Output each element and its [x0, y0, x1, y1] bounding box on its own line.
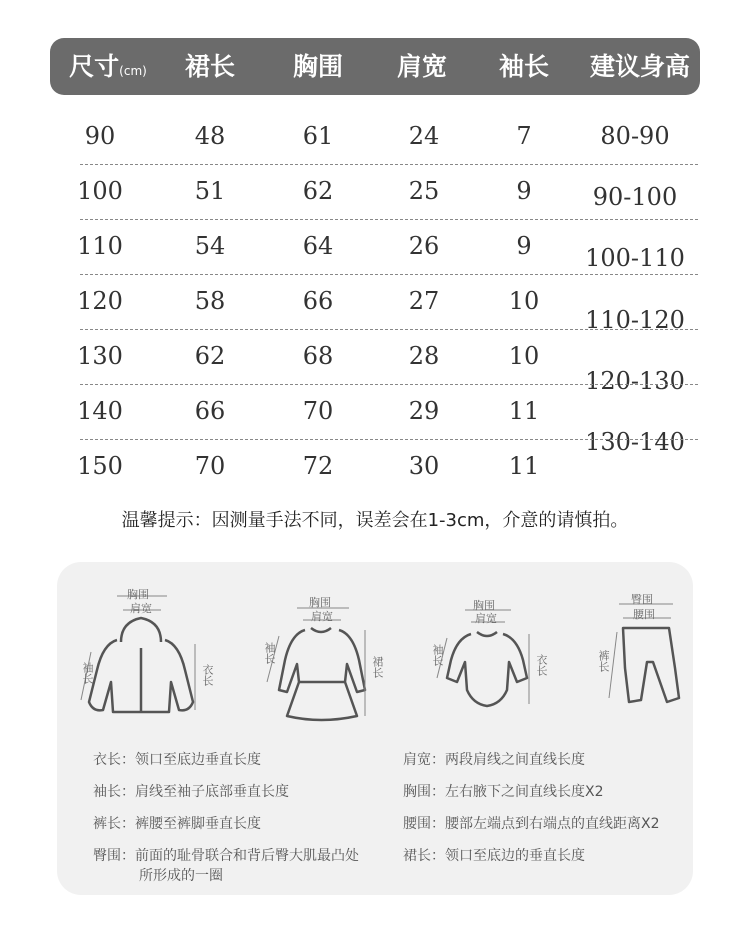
coat-shoulder-label: 肩宽 [130, 602, 152, 615]
row-divider [80, 329, 698, 330]
row-divider [80, 274, 698, 275]
pants-hip-label: 臀围 [631, 593, 653, 606]
cell-size: 150 [77, 452, 123, 480]
coat-chest-label: 胸围 [127, 588, 149, 601]
cell-height: 130-140 [585, 428, 685, 456]
definition-chest: 胸围：左右腋下之间直线长度X2 [403, 784, 604, 800]
cell-shoulder: 26 [408, 232, 440, 260]
cell-size: 140 [77, 397, 123, 425]
dress-length-label: 裙长 [371, 656, 384, 678]
header-length: 裙长 [184, 52, 235, 81]
cell-height: 120-130 [585, 367, 685, 395]
cell-sleeve: 9 [516, 177, 532, 205]
cell-height: 100-110 [585, 244, 685, 272]
definition-skirt-length: 裙长：领口至底边的垂直长度 [403, 848, 585, 864]
cell-size: 90 [84, 122, 116, 150]
cell-height: 80-90 [600, 122, 670, 150]
cell-size: 120 [77, 287, 123, 315]
romper-shoulder-label: 肩宽 [475, 612, 497, 625]
romper-length-label: 衣长 [535, 654, 548, 676]
cell-sleeve: 10 [508, 342, 540, 370]
cell-sleeve: 11 [508, 452, 540, 480]
cell-length: 66 [194, 397, 226, 425]
row-divider [80, 384, 698, 385]
cell-shoulder: 25 [408, 177, 440, 205]
cell-shoulder: 24 [408, 122, 440, 150]
coat-sleeve-label: 袖长 [81, 662, 94, 684]
cell-sleeve: 10 [508, 287, 540, 315]
cell-height: 110-120 [585, 306, 685, 334]
cell-size: 110 [77, 232, 123, 260]
dress-figure [257, 590, 387, 730]
row-divider [80, 164, 698, 165]
header-size-label: 尺寸 [69, 52, 120, 81]
cell-shoulder: 27 [408, 287, 440, 315]
cell-chest: 68 [302, 342, 334, 370]
header-shoulder: 肩宽 [396, 52, 447, 81]
cell-size: 100 [77, 177, 123, 205]
cell-length: 70 [194, 452, 226, 480]
coat-length-label: 衣长 [201, 664, 214, 686]
row-divider [80, 439, 698, 440]
cell-chest: 66 [302, 287, 334, 315]
cell-sleeve: 7 [516, 122, 532, 150]
cell-chest: 72 [302, 452, 334, 480]
cell-length: 58 [194, 287, 226, 315]
header-sleeve: 袖长 [498, 52, 549, 81]
header-chest: 胸围 [292, 52, 343, 81]
cell-chest: 70 [302, 397, 334, 425]
definition-coat-length: 衣长：领口至底边垂直长度 [93, 752, 261, 768]
cell-chest: 62 [302, 177, 334, 205]
pants-figure [587, 588, 687, 718]
header-size-unit: (cm) [119, 64, 147, 78]
cell-length: 48 [194, 122, 226, 150]
pants-waist-label: 腰围 [633, 608, 655, 621]
cell-chest: 64 [302, 232, 334, 260]
definition-hip: 臀围：前面的耻骨联合和背后臀大肌最凸处 [93, 848, 359, 864]
cell-size: 130 [77, 342, 123, 370]
cell-height: 90-100 [592, 183, 678, 211]
romper-figure [427, 594, 557, 724]
definition-waist: 腰围：腰部左端点到右端点的直线距离X2 [403, 816, 660, 832]
dress-sleeve-label: 袖长 [263, 642, 276, 664]
dress-shoulder-label: 肩宽 [311, 610, 333, 623]
definition-hip-continued: 所形成的一圈 [139, 868, 223, 884]
pants-length-label: 裤长 [597, 650, 610, 672]
romper-chest-label: 胸围 [473, 599, 495, 612]
row-divider [80, 219, 698, 220]
definition-pants-length: 裤长：裤腰至裤脚垂直长度 [93, 816, 261, 832]
definition-sleeve-length: 袖长：肩线至袖子底部垂直长度 [93, 784, 289, 800]
cell-length: 54 [194, 232, 226, 260]
cell-shoulder: 29 [408, 397, 440, 425]
measurement-guide-panel [57, 562, 693, 895]
cell-shoulder: 30 [408, 452, 440, 480]
cell-length: 51 [194, 177, 226, 205]
header-height: 建议身高 [589, 52, 690, 81]
table-header [50, 38, 700, 95]
cell-length: 62 [194, 342, 226, 370]
cell-sleeve: 9 [516, 232, 532, 260]
header-size [58, 38, 158, 95]
coat-figure [77, 582, 217, 732]
definition-shoulder: 肩宽：两段肩线之间直线长度 [403, 752, 585, 768]
measurement-tip: 温馨提示：因测量手法不同，误差会在1-3cm，介意的请慎拍。 [121, 510, 629, 531]
dress-chest-label: 胸围 [309, 596, 331, 609]
cell-shoulder: 28 [408, 342, 440, 370]
romper-sleeve-label: 袖长 [431, 644, 444, 666]
cell-chest: 61 [302, 122, 334, 150]
cell-sleeve: 11 [508, 397, 540, 425]
